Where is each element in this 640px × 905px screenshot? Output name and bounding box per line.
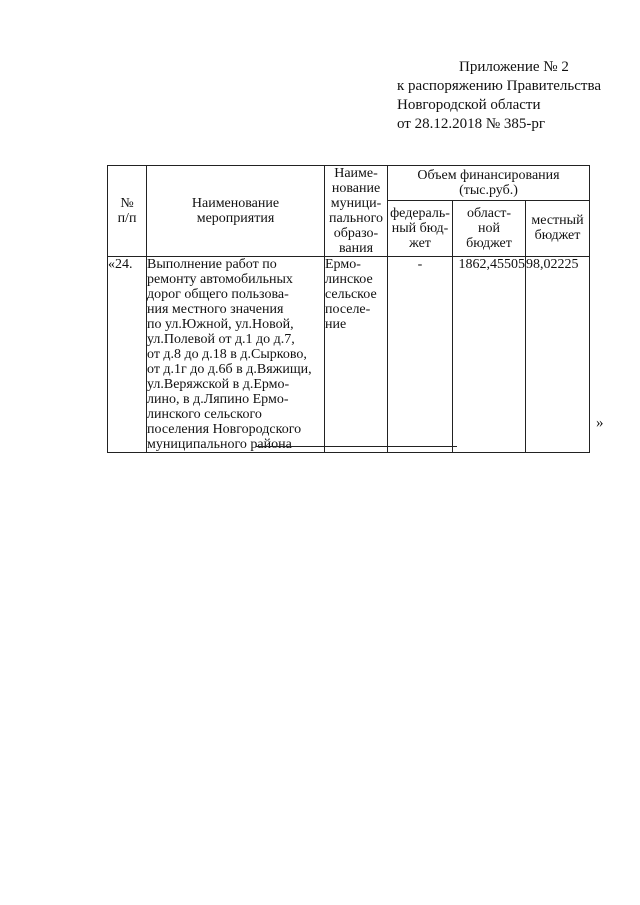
appendix-region: Новгородской области — [397, 97, 541, 113]
row-municipality: Ермо- линское сельское поселе- ние — [325, 257, 388, 453]
header-num: № п/п — [108, 166, 147, 257]
divider-line — [256, 446, 457, 447]
row-local-budget: 98,02225 — [526, 257, 590, 453]
appendix-order-ref: к распоряжению Правительства — [397, 78, 602, 94]
header-municipality: Наиме- нование муници- пального образо- вания — [325, 166, 388, 257]
header-name: Наименование мероприятия — [147, 166, 325, 257]
appendix-heading — [397, 58, 627, 134]
header-financing: Объем финансирования (тыс.руб.) — [388, 166, 590, 201]
row-federal-budget: - — [388, 257, 453, 453]
appendix-date-number: от 28.12.2018 № 385-рг — [397, 116, 546, 132]
closing-quote: » — [596, 415, 604, 431]
table-header-row-1 — [108, 166, 590, 201]
row-number: «24. — [108, 257, 147, 453]
row-regional-budget: 1862,45505 — [453, 257, 526, 453]
header-local: местный бюджет — [526, 200, 590, 256]
header-federal: федераль- ный бюд- жет — [388, 200, 453, 256]
header-regional: област- ной бюджет — [453, 200, 526, 256]
row-activity-name: Выполнение работ по ремонту автомобильных дорог общего пользова- ния местного значения по ул.Южной, ул.Новой, ул.Полевой от д.1 до д.7, от д.8 до д.18 в д.Сырково, от д.1г до д.6б в д.Вяжищи, ул.Веряжской в д.Ермо- лино, в д.Ляпино Ермо- линского сельского поселения Новгородского муниципального района — [147, 257, 325, 453]
table-row — [108, 257, 590, 453]
appendix-title: Приложение № 2 — [459, 59, 569, 75]
financing-table — [107, 165, 590, 453]
